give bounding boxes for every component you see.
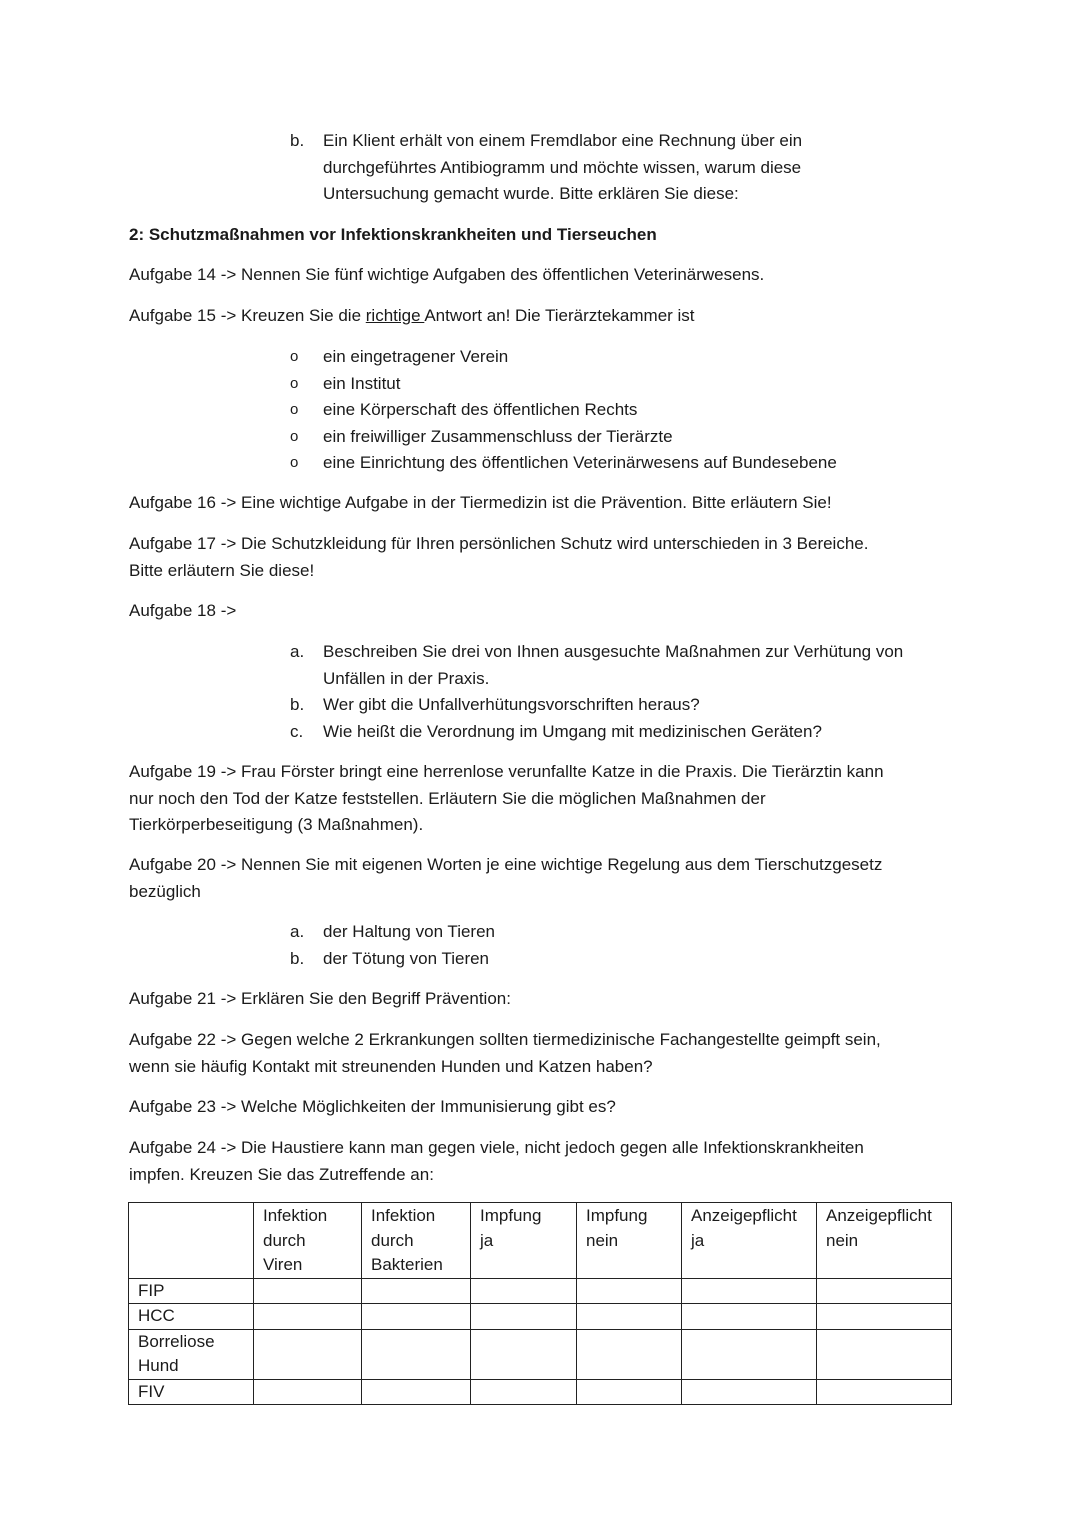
checkbox-cell[interactable]	[254, 1379, 362, 1405]
list-marker: b.	[290, 131, 305, 150]
circle-bullet-icon: o	[290, 348, 299, 365]
text-line: Ein Klient erhält von einem Fremdlabor eine Rechnung über ein	[323, 131, 803, 150]
underlined-word: richtige	[365, 306, 425, 325]
checkbox-cell[interactable]	[471, 1329, 577, 1379]
task-24: Aufgabe 24 -> Die Haustiere kann man gegen viele, nicht jedoch gegen alle Infektionskrankheiten impfen. Kreuzen Sie das Zutreffende an:	[129, 1138, 864, 1184]
task-23: Aufgabe 23 -> Welche Möglichkeiten der Immunisierung gibt es?	[129, 1097, 616, 1116]
row-label: HCC	[129, 1304, 254, 1330]
table-row	[129, 1304, 952, 1330]
option-item: o eine Körperschaft des öffentlichen Rechts	[290, 397, 970, 424]
header-cell: Anzeigepflicht nein	[817, 1203, 952, 1279]
row-label: FIP	[129, 1278, 254, 1304]
table-row	[129, 1379, 952, 1405]
task-16: Aufgabe 16 -> Eine wichtige Aufgabe in der Tiermedizin ist die Prävention. Bitte erläutern Sie!	[129, 493, 832, 512]
checkbox-cell[interactable]	[254, 1329, 362, 1379]
checkbox-cell[interactable]	[682, 1278, 817, 1304]
list-item: a. der Haltung von Tieren	[290, 922, 495, 941]
list-item: a. Beschreiben Sie drei von Ihnen ausgesuchte Maßnahmen zur Verhütung von Unfällen in der Praxis.	[290, 642, 904, 688]
task-15-options	[290, 344, 970, 477]
checkbox-cell[interactable]	[682, 1329, 817, 1379]
checkbox-cell[interactable]	[577, 1329, 682, 1379]
disease-table	[128, 1202, 952, 1405]
text-line: durchgeführtes Antibiogramm und möchte wissen, warum diese	[323, 157, 802, 177]
task-18: Aufgabe 18 ->	[129, 601, 237, 620]
table-row	[129, 1329, 952, 1379]
checkbox-cell[interactable]	[817, 1329, 952, 1379]
task-20: Aufgabe 20 -> Nennen Sie mit eigenen Worten je eine wichtige Regelung aus dem Tierschutzgesetz bezüglich	[129, 855, 883, 901]
checkbox-cell[interactable]	[817, 1304, 952, 1330]
section-heading: 2: Schutzmaßnahmen vor Infektionskrankheiten und Tierseuchen	[129, 225, 657, 244]
task-22: Aufgabe 22 -> Gegen welche 2 Erkrankungen sollten tiermedizinische Fachangestellte geimpft sein, wenn sie häufig Kontakt mit streunenden Hunden und Katzen haben?	[129, 1030, 881, 1076]
row-label: Borreliose Hund	[129, 1329, 254, 1379]
checkbox-cell[interactable]	[471, 1278, 577, 1304]
checkbox-cell[interactable]	[817, 1379, 952, 1405]
task-14: Aufgabe 14 -> Nennen Sie fünf wichtige Aufgaben des öffentlichen Veterinärwesens.	[129, 265, 765, 284]
checkbox-cell[interactable]	[254, 1278, 362, 1304]
checkbox-cell[interactable]	[471, 1379, 577, 1405]
checkbox-cell[interactable]	[682, 1304, 817, 1330]
task-19: Aufgabe 19 -> Frau Förster bringt eine herrenlose verunfallte Katze in die Praxis. Die Tierärztin kann nur noch den Tod der Katze feststellen. Erläutern Sie die möglichen Maßnahmen der Tierkörperbeseitigung (3 Maßnahmen).	[129, 762, 884, 834]
option-item: o ein freiwilliger Zusammenschluss der Tierärzte	[290, 424, 970, 451]
header-cell: Infektion durch Viren	[254, 1203, 362, 1279]
header-cell: Impfung ja	[471, 1203, 577, 1279]
checkbox-cell[interactable]	[362, 1379, 471, 1405]
checkbox-cell[interactable]	[362, 1304, 471, 1330]
checkbox-cell[interactable]	[362, 1329, 471, 1379]
checkbox-cell[interactable]	[577, 1379, 682, 1405]
circle-bullet-icon: o	[290, 401, 299, 418]
option-item: o ein Institut	[290, 371, 970, 398]
header-cell: Impfung nein	[577, 1203, 682, 1279]
circle-bullet-icon: o	[290, 427, 299, 445]
option-item: o ein eingetragener Verein	[290, 344, 970, 371]
header-empty-cell	[129, 1203, 254, 1279]
top-item-b	[290, 128, 970, 208]
task-15: Aufgabe 15 -> Kreuzen Sie die richtige Antwort an! Die Tierärztekammer ist	[129, 306, 695, 325]
list-item: b. Wer gibt die Unfallverhütungsvorschriften heraus?	[290, 695, 700, 714]
list-item: c. Wie heißt die Verordnung im Umgang mit medizinischen Geräten?	[290, 721, 822, 741]
header-cell: Anzeigepflicht ja	[682, 1203, 817, 1279]
circle-bullet-icon: o	[290, 374, 299, 392]
checkbox-cell[interactable]	[577, 1304, 682, 1330]
task-18-items	[290, 639, 970, 745]
list-item: b. der Tötung von Tieren	[290, 948, 490, 968]
text-line: Untersuchung gemacht wurde. Bitte erklären Sie diese:	[323, 184, 739, 203]
row-label: FIV	[129, 1379, 254, 1405]
checkbox-cell[interactable]	[254, 1304, 362, 1330]
checkbox-cell[interactable]	[577, 1278, 682, 1304]
table-header-row	[129, 1203, 952, 1279]
task-21: Aufgabe 21 -> Erklären Sie den Begriff Prävention:	[129, 989, 511, 1008]
circle-bullet-icon: o	[290, 454, 299, 471]
task-17: Aufgabe 17 -> Die Schutzkleidung für Ihren persönlichen Schutz wird unterschieden in 3 Bereiche. Bitte erläutern Sie diese!	[129, 534, 869, 580]
table-row	[129, 1278, 952, 1304]
checkbox-cell[interactable]	[471, 1304, 577, 1330]
task-20-items	[290, 919, 970, 972]
checkbox-cell[interactable]	[682, 1379, 817, 1405]
header-cell: Infektion durch Bakterien	[362, 1203, 471, 1279]
option-item: o eine Einrichtung des öffentlichen Veterinärwesens auf Bundesebene	[290, 450, 970, 477]
checkbox-cell[interactable]	[817, 1278, 952, 1304]
checkbox-cell[interactable]	[362, 1278, 471, 1304]
